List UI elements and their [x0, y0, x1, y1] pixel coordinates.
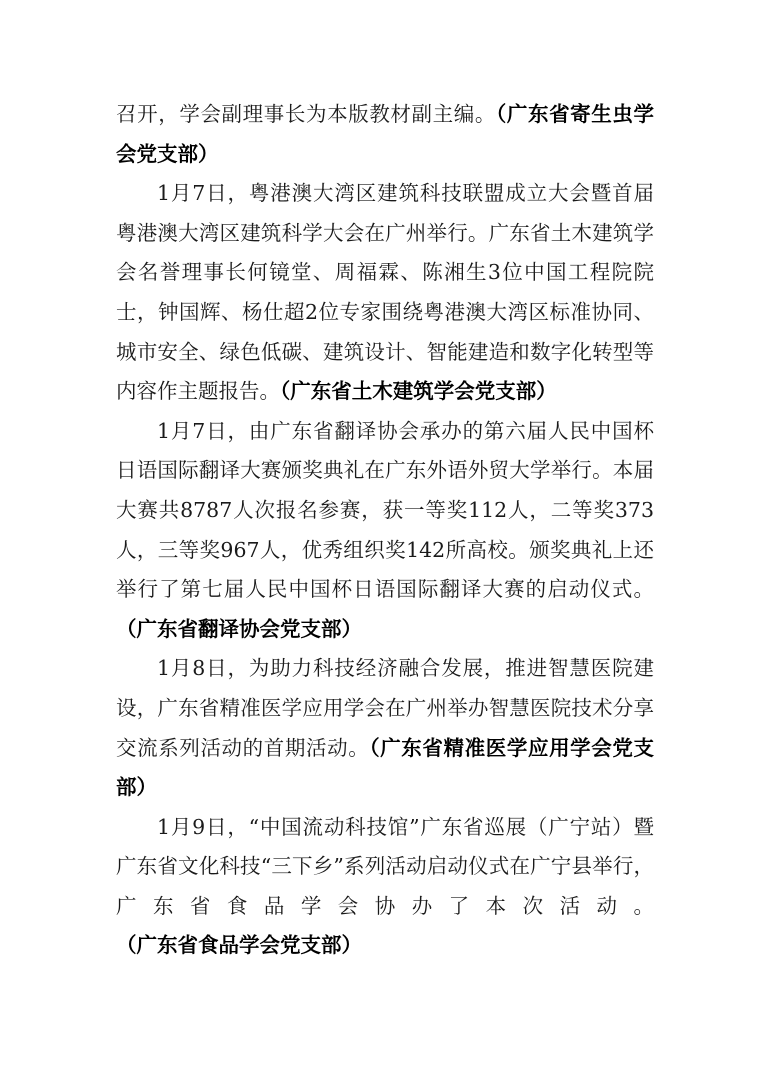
paragraph-text: 1月7日，粤港澳大湾区建筑科技联盟成立大会暨首届粤港澳大湾区建筑科学大会在广州举行。广东省土木建筑学会名誉理事长何镜堂、周福霖、陈湘生3位中国工程院院士，钟国辉、杨仕超2位专家围绕粤港澳大湾区标准协同、城市安全、绿色低碳、建筑设计、智能建造和数字化转型等内容作主题报告。 — [116, 181, 654, 404]
source-label: （广东省精准医学应用学会党支部） — [116, 735, 655, 800]
paragraph-text: 1月8日，为助力科技经济融合发展，推进智慧医院建设，广东省精准医学应用学会在广州举办智慧医院技术分享交流系列活动的首期活动。 — [116, 656, 654, 760]
paragraph-text: 召开，学会副理事长为本版教材副主编。 — [116, 102, 496, 126]
paragraph-text: 1月9日，“中国流动科技馆”广东省巡展（广宁站）暨广东省文化科技“三下乡”系列活动启动仪式在广宁县举行，广东省食品学会协办了本次活动。 — [116, 814, 654, 918]
document-page — [116, 95, 654, 966]
source-label: （广东省翻译协会党支部） — [116, 616, 362, 641]
source-label: （广东省土木建筑学会党支部） — [280, 379, 557, 404]
paragraph-civil-architecture-society — [116, 174, 654, 412]
source-label: （广东省寄生虫学会党支部） — [116, 102, 655, 166]
paragraph-precision-medicine-society — [116, 649, 654, 807]
source-label: （广东省食品学会党支部） — [116, 933, 362, 958]
paragraph-text: 1月7日，由广东省翻译协会承办的第六届人民中国杯日语国际翻译大赛颁奖典礼在广东外语外贸大学举行。本届大赛共8787人次报名参赛，获一等奖112人，二等奖373人，三等奖967人，优秀组织奖142所高校。颁奖典礼上还举行了第七届人民中国杯日语国际翻译大赛的启动仪式。 — [116, 418, 654, 602]
paragraph-translation-association — [116, 412, 654, 650]
paragraph-food-society — [116, 808, 654, 966]
paragraph-parasite-society — [116, 95, 654, 174]
